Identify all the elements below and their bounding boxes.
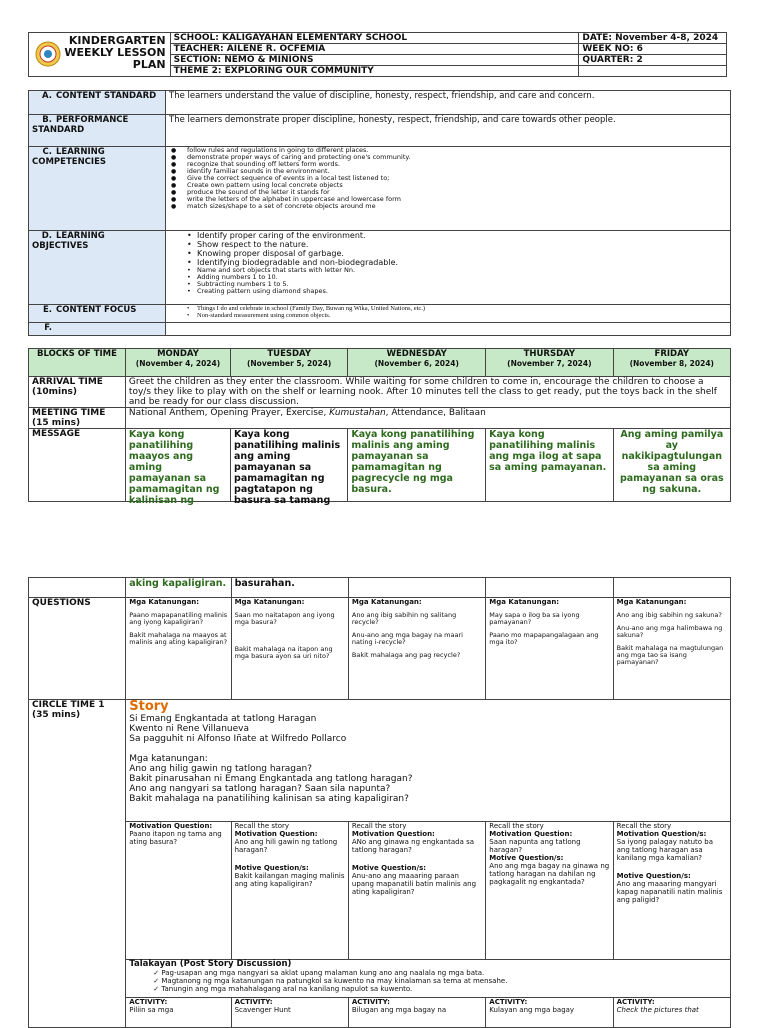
message-label: MESSAGE: [29, 429, 126, 502]
empty-cell: [613, 578, 730, 598]
questions-thursday: Mga Katanungan: May sapa o ilog ba sa iyong pamayanan? Paano mo mapapangalagaan ang mga ito?: [486, 598, 613, 700]
questions-label: QUESTIONS: [29, 598, 126, 700]
message-friday: Ang aming pamilya ay nakikipagtulungan sa aming pamayanan sa oras ng sakuna.: [613, 429, 730, 502]
theme-name: THEME 2: EXPLORING OUR COMMUNITY: [170, 66, 579, 77]
story-question: Bakit pinarusahan ni Emang Engkantada ang tatlong haragan?: [129, 774, 413, 784]
learning-objectives-label: D. LEARNING OBJECTIVES: [29, 231, 166, 305]
blocks-of-time-header: BLOCKS OF TIME: [29, 349, 126, 377]
questions-tuesday: Mga Katanungan: Saan mo naitatapon ang iyong mga basura? Bakit mahalaga na itapon ang mga basura ayon sa uri nito?: [231, 598, 348, 700]
story-question: Ano ang nangyari sa tatlong haragan? Saan sila napunta?: [129, 784, 391, 794]
week-number: WEEK NO: 6: [579, 44, 727, 55]
motivation-tuesday: Recall the story Motivation Question: Ano ang hili gawin ng tatlong haragan? Motive Question/s: Bakit kailangan maging malinis ang ating kapaligiran?: [231, 822, 348, 960]
day-header-monday: MONDAY (November 4, 2024): [125, 349, 230, 377]
date-field: DATE: November 4-8, 2024: [579, 33, 727, 44]
teacher-name: TEACHER: AILENE R. OCFEMIA: [170, 44, 579, 55]
motivation-wednesday: Recall the story Motivation Question: ANo ang ginawa ng engkantada sa tatlong haragan? Motive Question/s: Anu-ano ang maaaring paraan upang mapanatili batin malinis ang ating kapaligiran?: [348, 822, 485, 960]
title-cell: [29, 33, 171, 77]
lesson-plan-title: KINDERGARTEN WEEKLY LESSON PLAN: [64, 34, 166, 71]
list-item: • Subtracting numbers 1 to 5.: [169, 281, 727, 288]
content-standard-label: A. CONTENT STANDARD: [29, 91, 166, 115]
story-questions-header: Mga katanungan:: [129, 754, 208, 764]
arrival-time-label: ARRIVAL TIME (10mins): [29, 377, 126, 408]
learning-competencies-label: C. LEARNING COMPETENCIES: [29, 147, 166, 231]
motivation-friday: Recall the story Motivation Question/s: Sa iyong palagay natuto ba ang tatlong haragan asa kanilang mga kamalian? Motive Question/s: Ano ang maaaring mangyari kapag napanatili natin malinis ang paligid?: [613, 822, 730, 960]
list-item: ✓ Pag-usapan ang mga nangyari sa aklat upang malaman kung ano ang naalala ng mga bata.: [153, 969, 727, 977]
standards-table: [28, 90, 731, 336]
questions-monday: Mga Katanungan: Paano mapapanatiling malinis ang iyong kapaligiran? Bakit mahalaga na maayos at malinis ang ating kapaligiran?: [126, 598, 231, 700]
activity-friday: ACTIVITY: Check the pictures that: [613, 998, 730, 1028]
list-item: • Creating pattern using diamond shapes.: [169, 288, 727, 295]
list-item: • Show respect to the nature.: [169, 240, 727, 249]
list-item: ● Give the correct sequence of events in a local test listened to;: [169, 175, 727, 182]
content-focus-list: [166, 305, 731, 323]
story-title: Story: [129, 699, 169, 714]
message-tuesday-continued: basurahan.: [231, 578, 348, 598]
meeting-time-label: MEETING TIME (15 mins): [29, 408, 126, 429]
list-item: • Adding numbers 1 to 10.: [169, 274, 727, 281]
weekly-schedule-table: [28, 348, 731, 506]
header-table: [28, 32, 727, 77]
list-item: • Name and sort objects that starts with letter Nn.: [169, 267, 727, 274]
school-seal-icon: [35, 41, 61, 67]
day-header-thursday: THURSDAY (November 7, 2024): [486, 349, 614, 377]
learning-objectives-list: [166, 231, 731, 305]
empty-cell: [579, 66, 727, 77]
activity-monday: ACTIVITY: Piliin sa mga: [126, 998, 231, 1028]
story-question: Ano ang hilig gawin ng tatlong haragan?: [129, 764, 312, 774]
list-item: ● recognize that sounding off letters form words.: [169, 161, 727, 168]
content-standard-text: The learners understand the value of discipline, honesty, respect, friendship, and care and concern.: [166, 91, 731, 115]
list-item: ● write the letters of the alphabet in uppercase and lowercase form: [169, 196, 727, 203]
motivation-thursday: Recall the story Motivation Question: Saan napunta ang tatlong haragan? Motive Question/s: Ano ang mga bagay na ginawa ng tatlong haragan na dahilan ng pagkagalit ng engkantada?: [486, 822, 613, 960]
list-item: • Identify proper caring of the environment.: [169, 231, 727, 240]
list-item: ● Create own pattern using local concrete objects: [169, 182, 727, 189]
story-question: Bakit mahalaga na panatilihing kalinisan sa ating kapaligiran?: [129, 794, 409, 804]
story-line: Kwento ni Rene Villanueva: [129, 724, 249, 734]
arrival-time-text: Greet the children as they enter the classroom. While waiting for some children to come in, encourage the children to choose a toy/s they like to play with on the shelf or learning nook. After 10 minutes tell the class to get ready, put the toys back in the shelf and be ready for our class discussion.: [125, 377, 730, 408]
empty-cell: [348, 578, 485, 598]
quarter-field: QUARTER: 2: [579, 55, 727, 66]
content-focus-label: E. CONTENT FOCUS: [29, 305, 166, 323]
empty-cell: [486, 578, 613, 598]
day-header-friday: FRIDAY (November 8, 2024): [613, 349, 730, 377]
list-item: • Identifying biodegradable and non-biodegradable.: [169, 258, 727, 267]
story-block: [126, 700, 731, 822]
motivation-monday: Motivation Question: Paano itapon ng tama ang ating basura?: [126, 822, 231, 960]
activity-tuesday: ACTIVITY: Scavenger Hunt: [231, 998, 348, 1028]
list-item: ● follow rules and regulations in going to different places.: [169, 147, 727, 154]
day-header-tuesday: TUESDAY (November 5, 2024): [231, 349, 348, 377]
message-monday: Kaya kong panatilihing maayos ang aming pamayanan sa pamamagitan ng kalinisan ng: [125, 429, 230, 502]
list-item: • Things I do and celebrate in school (Family Day, Buwan ng Wika, United Nations, etc.): [169, 305, 727, 312]
talakayan-label: Talakayan (Post Story Discussion): [129, 959, 292, 969]
questions-wednesday: Mga Katanungan: Ano ang ibig sabihin ng salitang recycle? Anu-ano ang mga bagay na maari nating i-recycle? Bakit mahalaga ang pag recycle?: [348, 598, 485, 700]
list-item: ● match sizes/shape to a set of concrete objects around me: [169, 203, 727, 210]
performance-standard-label: B. PERFORMANCE STANDARD: [29, 115, 166, 147]
list-item: • Non-standard measurement using common objects.: [169, 312, 727, 319]
learning-competencies-list: [166, 147, 731, 231]
talakayan-block: [126, 960, 731, 998]
empty-cell: [29, 578, 126, 598]
meeting-time-text: National Anthem, Opening Prayer, Exercise, Kumustahan, Attendance, Balitaan: [125, 408, 730, 429]
list-item: ● produce the sound of the letter it stands for: [169, 189, 727, 196]
story-line: Sa pagguhit ni Alfonso Iñate at Wilfredo Pollarco: [129, 734, 347, 744]
list-item: ● identify familiar sounds in the environment.: [169, 168, 727, 175]
section-f-label: F.: [29, 323, 166, 336]
list-item: ✓ Magtanong ng mga katanungan na patungkol sa kuwento na may kinalaman sa tema at mensahe.: [153, 977, 727, 985]
activity-thursday: ACTIVITY: Kulayan ang mga bagay: [486, 998, 613, 1028]
weekly-schedule-table-continued: [28, 577, 731, 1028]
activity-wednesday: ACTIVITY: Bilugan ang mga bagay na: [348, 998, 485, 1028]
questions-friday: Mga Katanungan: Ano ang ibig sabihin ng sakuna? Anu-ano ang mga halimbawa ng sakuna? Bakit mahalaga na magtulungan ang mga tao sa isang pamayanan?: [613, 598, 730, 700]
section-name: SECTION: NEMO & MINIONS: [170, 55, 579, 66]
section-f-text: [166, 323, 731, 336]
list-item: • Knowing proper disposal of garbage.: [169, 249, 727, 258]
message-tuesday: Kaya kong panatilihing malinis ang aming pamayanan sa pamamagitan ng pagtatapon ng basura sa tamang: [231, 429, 348, 502]
message-wednesday: Kaya kong panatilihing malinis ang aming pamayanan sa pamamagitan ng pagrecycle ng mga basura.: [348, 429, 486, 502]
story-line: Si Emang Engkantada at tatlong Haragan: [129, 714, 317, 724]
school-name: SCHOOL: KALIGAYAHAN ELEMENTARY SCHOOL: [170, 33, 579, 44]
list-item: ✓ Tanungin ang mga mahahalagang aral na kanilang napulot sa kuwento.: [153, 985, 727, 993]
day-header-wednesday: WEDNESDAY (November 6, 2024): [348, 349, 486, 377]
circle-time-label: CIRCLE TIME 1 (35 mins): [29, 700, 126, 1028]
message-thursday: Kaya kong panatilihing malinis ang mga ilog at sapa sa aming pamayanan.: [486, 429, 614, 502]
list-item: ● demonstrate proper ways of caring and protecting one's community.: [169, 154, 727, 161]
performance-standard-text: The learners demonstrate proper discipline, honesty, respect, friendship, and care towards other people.: [166, 115, 731, 147]
message-monday-continued: aking kapaligiran.: [126, 578, 231, 598]
